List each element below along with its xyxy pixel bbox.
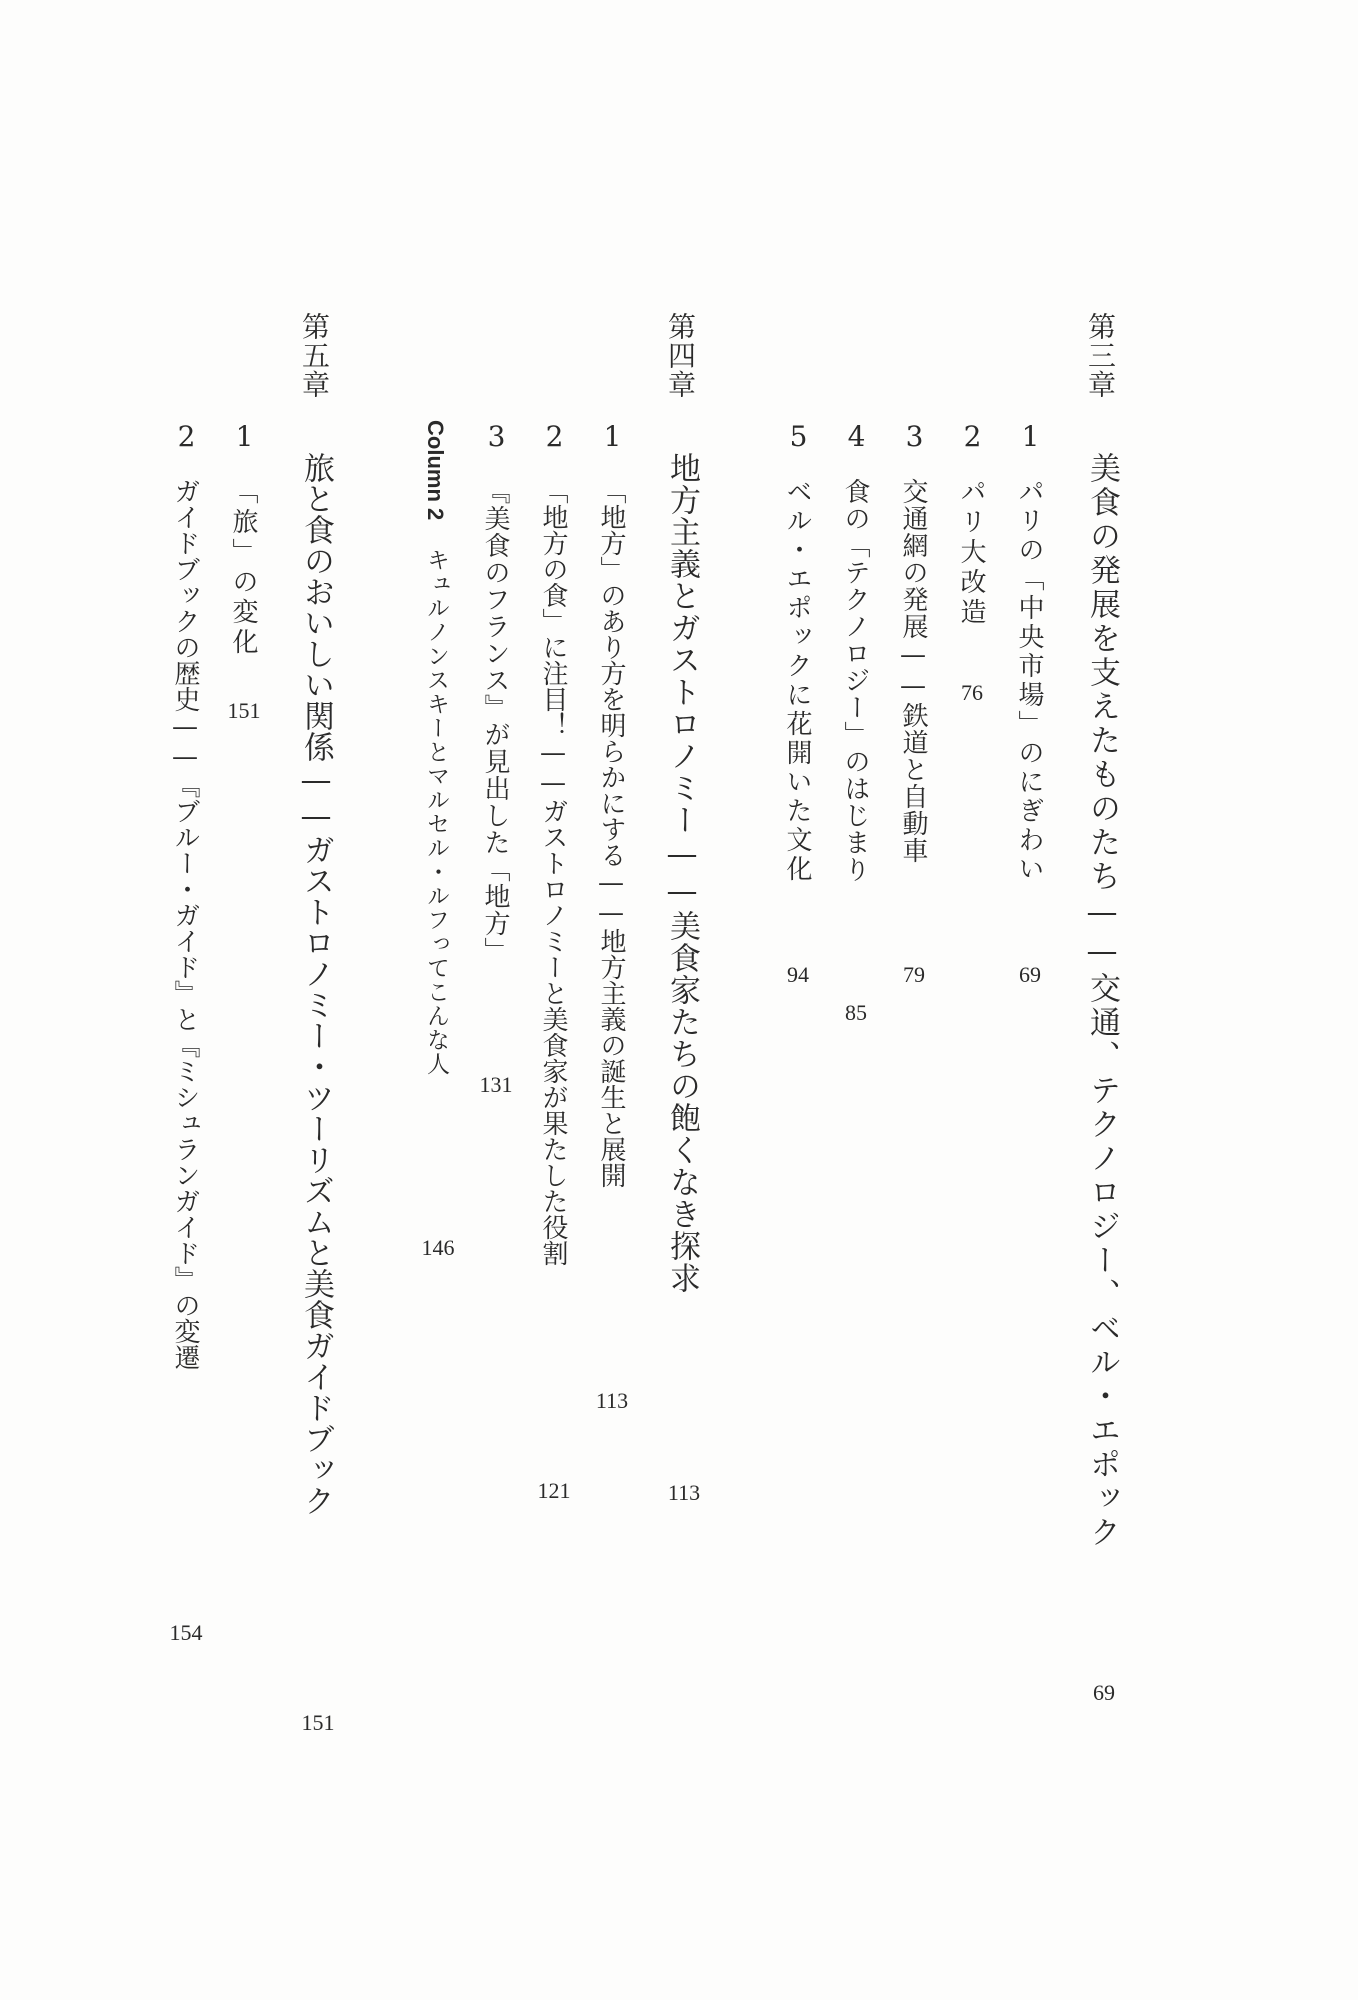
section-3-1-title: パリの「中央市場」のにぎわい [1014,478,1044,884]
section-3-1-page: 69 [1019,962,1041,987]
section-5-2-title: ガイドブックの歴史——『ブルー・ガイド』と『ミシュランガイド』の変遷 [170,478,200,1370]
chapter-4-title: 地方主義とガストロノミー——美食家たちの飽くなき探求 [664,452,700,1294]
section-5-1-page: 151 [227,698,261,723]
section-3-1-number: 1 [1014,420,1047,453]
section-3-3-page: 79 [903,962,925,987]
section-5-1-number: 1 [228,420,261,453]
section-4-3-page: 131 [479,1072,513,1097]
chapter-5-label: 第五章 [298,312,331,399]
section-3-5-page: 94 [787,962,809,987]
chapter-5-page: 151 [301,1710,335,1735]
chapter-3-page: 69 [1093,1680,1115,1705]
section-4-1-page: 113 [595,1388,629,1413]
section-5-2-number: 2 [170,420,203,453]
section-3-2-title: パリ大改造 [956,478,986,628]
chapter-4-page: 113 [667,1480,701,1505]
chapter-4-label: 第四章 [664,312,697,399]
section-4-2-title: 「地方の食」に注目！——ガストロノミーと美食家が果たした役割 [538,478,568,1266]
section-4-2-number: 2 [538,420,571,453]
chapter-5-title: 旅と食のおいしい関係——ガストロノミー・ツーリズムと美食ガイドブック [298,452,334,1516]
column-2-page: 146 [421,1235,455,1260]
column-2-title: キュルノンスキーとマルセル・ルフってこんな人 [423,548,449,1076]
section-3-2-number: 2 [956,420,989,453]
section-3-2-page: 76 [961,680,983,705]
section-4-1-number: 1 [596,420,629,453]
section-3-3-number: 3 [898,420,931,453]
section-3-3-title: 交通網の発展——鉄道と自動車 [898,478,928,864]
chapter-3-title: 美食の発展を支えたものたち——交通、テクノロジー、ベル・エポック [1084,452,1120,1550]
section-4-3-number: 3 [480,420,513,453]
section-4-2-page: 121 [537,1478,571,1503]
section-3-4-title: 食の「テクノロジー」のはじまり [840,478,870,883]
column-2-label: Column 2 [423,420,448,521]
section-4-1-title: 「地方」のあり方を明らかにする——地方主義の誕生と展開 [596,478,626,1188]
section-5-1-title: 「旅」の変化 [228,478,258,658]
section-3-4-number: 4 [840,420,873,453]
section-3-4-page: 85 [845,1000,867,1025]
section-3-5-number: 5 [782,420,815,453]
section-4-3-title: 『美食のフランス』が見出した「地方」 [480,478,510,964]
section-5-2-page: 154 [169,1620,203,1645]
chapter-3-label: 第三章 [1084,312,1117,399]
section-3-5-title: ベル・エポックに花開いた文化 [782,478,812,884]
